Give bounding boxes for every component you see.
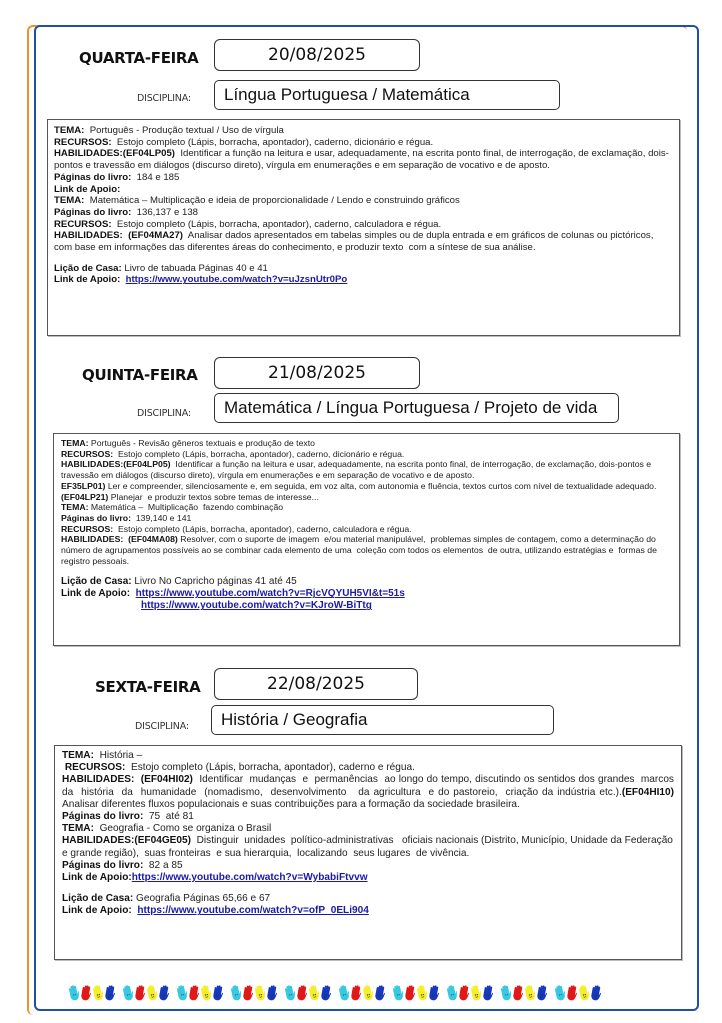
habilidades-line: HABILIDADES:(EF04GE05) Distinguir unidades político-administrativas oficiais nacionais (Distrito, Município, Unidade da Federação e grande região), suas fronteiras e sua hierarquia, localizando seus lugares de vivência. <box>62 835 676 859</box>
homework-line: Lição de Casa: Livro de tabuada Páginas 40 e 41 <box>54 262 268 274</box>
hands-group <box>122 984 170 1006</box>
recursos-line: RECURSOS: Estojo completo (Lápis, borracha, apontador), caderno, calculadora e régua. <box>54 218 442 230</box>
pages-line: Páginas do livro: 136,137 e 138 <box>54 206 198 218</box>
tema-line: TEMA: História – <box>62 750 143 761</box>
hands-group <box>554 984 602 1006</box>
habilidades-line: EF35LP01) Ler e compreender, silenciosamente e, em seguida, em voz alta, com autonomia e fluência, textos curtos com nível de textualidade adequado.(EF04LP21) Planejar e produzir textos sobre temas de interesse... <box>61 480 657 502</box>
hand-icon <box>320 984 332 1002</box>
tema-line: TEMA: Português - Revisão gêneros textuais e produção de texto <box>61 438 316 448</box>
habilidades-line: HABILIDADES: (EF04HI02) Identificar mudanças e permanências ao longo do tempo, discutindo os sentidos dos grandes marcos da história da humanidade (nomadismo, desenvolvimento da agricultura e do pastoreio, criação da indústria etc.).(EF04HI10) Analisar diferentes fluxos populacionais e suas contribuições para a formação da sociedade brasileira. <box>62 774 680 810</box>
hand-icon <box>374 984 386 1002</box>
hands-group <box>230 984 278 1006</box>
tema-line: TEMA: Geografia - Como se organiza o Brasil <box>62 823 272 835</box>
hand-icon <box>104 984 116 1002</box>
support-link-line: Link de Apoio:https://www.youtube.com/watch?v=WybabiFtvvw <box>62 872 368 884</box>
habilidades-line: HABILIDADES:(EF04LP05) Identificar a função na leitura e usar, adequadamente, na escrita ponto final, de interrogação, de exclamação, dois-pontos e travessão em diálogos (discurso direto), vírgula em enumerações e em separação de vocativo e de aposto. <box>54 148 669 172</box>
date-field: 22/08/2025 <box>214 668 418 700</box>
recursos-line: RECURSOS: Estojo completo (Lápis, borracha, apontador), caderno e régua. <box>62 762 415 774</box>
tema-line: TEMA: Matemática – Multiplicação e ideia de proporcionalidade / Lendo e construindo gráficos <box>54 195 460 207</box>
recursos-line: RECURSOS: Estojo completo (Lápis, borracha, apontador), caderno, dicionário e régua. <box>61 448 405 459</box>
youtube-link[interactable]: https://www.youtube.com/watch?v=ofP_0ELi904 <box>137 905 369 917</box>
support-link-line: Link de Apoio: <box>54 183 121 195</box>
hand-icon <box>590 984 602 1002</box>
youtube-link[interactable]: https://www.youtube.com/watch?v=WybabiFtvvw <box>131 872 368 884</box>
youtube-link[interactable]: https://www.youtube.com/watch?v=RjcVQYUH5VI&t=51s <box>135 588 405 600</box>
hands-group <box>68 984 116 1006</box>
lesson-content-box <box>47 119 680 336</box>
youtube-link[interactable]: https://www.youtube.com/watch?v=KJroW-BiTtg <box>141 600 372 612</box>
hands-border-decoration <box>68 984 668 1006</box>
hand-icon <box>536 984 548 1002</box>
discipline-field: Matemática / Língua Portuguesa / Projeto de vida <box>214 393 619 423</box>
recursos-line: RECURSOS: Estojo completo (Lápis, borracha, apontador), caderno, dicionário e régua. <box>54 136 434 148</box>
hands-group <box>500 984 548 1006</box>
habilidades-line: HABILIDADES:(EF04LP05) Identificar a função na leitura e usar, adequadamente, na escrita ponto final, de interrogação, de exclamação, dois-pontos e travessão em diálogos (discurso direto), vírgula em enumerações e em separação de vocativo e de aposto. <box>61 459 654 481</box>
support-link-line: Link de Apoio: https://www.youtube.com/watch?v=uJzsnUtr0Po <box>54 274 348 286</box>
tema-line: TEMA: Matemática – Multiplicação fazendo combinação <box>61 502 284 513</box>
discipline-label: DISCIPLINA: <box>137 408 191 419</box>
tema-line: TEMA: Português - Produção textual / Uso de vírgula <box>54 125 284 136</box>
homework-line: Lição de Casa: Livro No Capricho páginas 41 até 45 <box>61 576 297 588</box>
lesson-content-box <box>53 433 680 646</box>
discipline-field: História / Geografia <box>211 705 554 735</box>
pages-line: Páginas do livro: 82 a 85 <box>62 859 183 871</box>
support-link-line: Link de Apoio: https://www.youtube.com/watch?v=ofP_0ELi904 <box>62 905 369 917</box>
discipline-label: DISCIPLINA: <box>137 93 191 104</box>
homework-line: Lição de Casa: Geografia Páginas 65,66 e 67 <box>62 893 271 905</box>
pages-line: Páginas do livro: 184 e 185 <box>54 171 180 183</box>
date-field: 20/08/2025 <box>214 39 420 71</box>
habilidades-line: HABILIDADES: (EF04MA27) Analisar dados apresentados em tabelas simples ou de dupla entrada e em gráficos de colunas ou pictóricos, com base em informações das diferentes áreas do conhecimento, e produzir texto com a síntese de sua análise. <box>54 230 657 254</box>
date-field: 21/08/2025 <box>214 357 420 389</box>
hand-icon <box>266 984 278 1002</box>
hand-icon <box>428 984 440 1002</box>
hands-group <box>338 984 386 1006</box>
recursos-line: RECURSOS: Estojo completo (Lápis, borracha, apontador), caderno, calculadora e régua. <box>61 523 412 534</box>
support-link-line <box>61 600 672 612</box>
hand-icon <box>158 984 170 1002</box>
discipline-label: DISCIPLINA: <box>135 721 189 732</box>
lesson-content-box <box>54 745 682 960</box>
pages-line: Páginas do livro: 139,140 e 141 <box>61 512 192 523</box>
weekday-title: QUINTA-FEIRA <box>82 366 198 384</box>
weekday-title: SEXTA-FEIRA <box>95 678 201 696</box>
habilidades-line: HABILIDADES: (EF04MA08) Resolver, com o suporte de imagem e/ou material manipulável, problemas simples de contagem, como a determinação do número de agrupamentos possíveis ao se combinar cada elemento de uma coleção com todos os elementos de outra, utilizando estratégias e formas de registro pessoais. <box>61 534 660 566</box>
pages-line: Páginas do livro: 75 até 81 <box>62 811 194 823</box>
hands-group <box>446 984 494 1006</box>
hand-icon <box>212 984 224 1002</box>
discipline-field: Língua Portuguesa / Matemática <box>214 80 560 110</box>
hands-group <box>176 984 224 1006</box>
youtube-link[interactable]: https://www.youtube.com/watch?v=uJzsnUtr0Po <box>125 274 348 286</box>
hand-icon <box>482 984 494 1002</box>
support-link-line: Link de Apoio: https://www.youtube.com/watch?v=RjcVQYUH5VI&t=51s <box>61 588 405 600</box>
hands-group <box>392 984 440 1006</box>
hands-group <box>284 984 332 1006</box>
weekday-title: QUARTA-FEIRA <box>79 49 199 67</box>
